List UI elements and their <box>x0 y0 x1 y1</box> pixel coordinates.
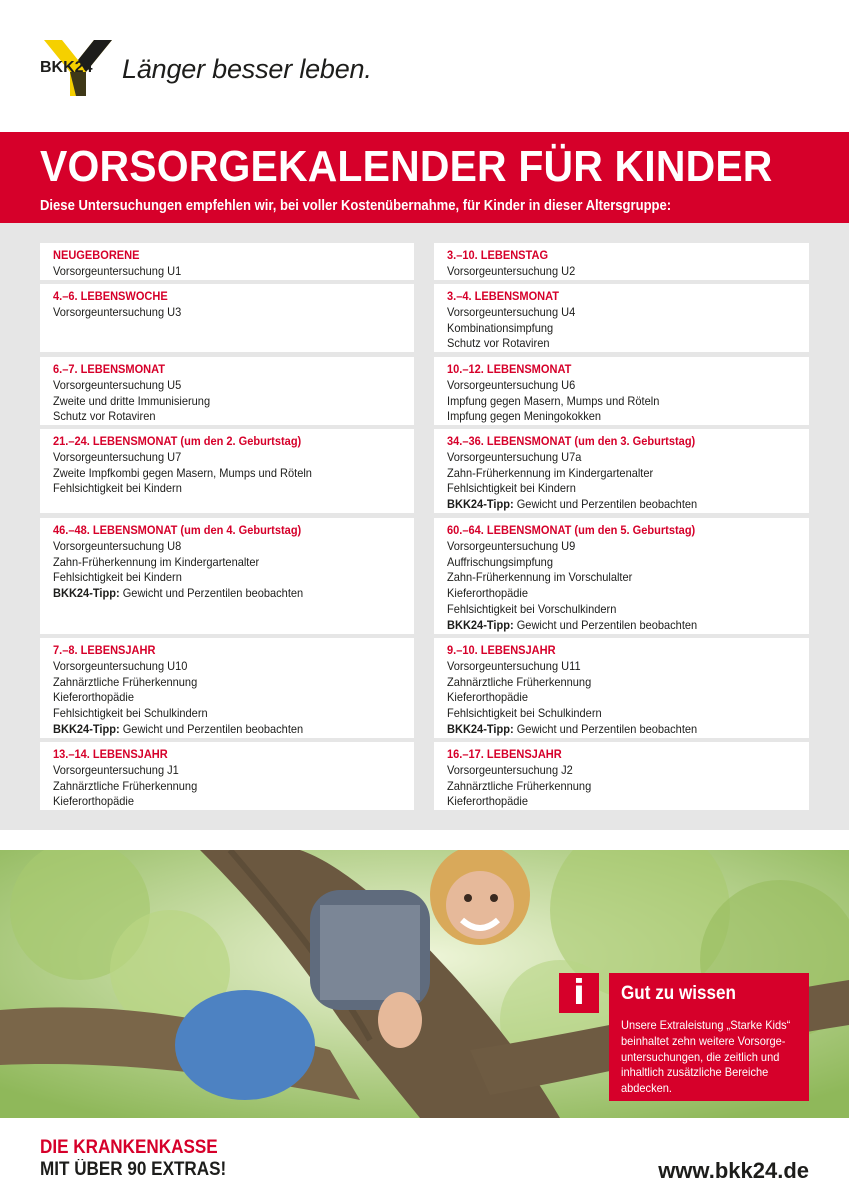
card-line: Zahn-Früherkennung im Kindergartenalter <box>447 465 654 480</box>
calendar-card <box>434 357 809 425</box>
card-line: Zahnärztliche Früherkennung <box>447 778 592 793</box>
card-title: 16.–17. LEBENSJAHR <box>447 747 562 761</box>
calendar-card <box>40 284 414 352</box>
card-line: Fehlsichtigkeit bei Vorschulkindern <box>447 601 617 616</box>
card-title: 10.–12. LEBENSMONAT <box>447 362 572 376</box>
card-line: Kombinationsimpfung <box>447 320 554 335</box>
tip-label: BKK24-Tipp: <box>53 586 120 601</box>
card-line: Schutz vor Rotaviren <box>447 336 550 351</box>
footer-tagline-2: MIT ÜBER 90 EXTRAS! <box>40 1159 227 1180</box>
card-line: Fehlsichtigkeit bei Kindern <box>53 481 182 496</box>
slogan: Länger besser leben. <box>122 54 372 84</box>
card-line: Zahnärztliche Früherkennung <box>53 674 198 689</box>
card-tip-line <box>447 497 780 513</box>
card-line: Vorsorgeuntersuchung U3 <box>53 304 182 319</box>
card-line: Zahn-Früherkennung im Kindergartenalter <box>53 554 260 569</box>
tip-label: BKK24-Tipp: <box>447 497 514 512</box>
card-title: 4.–6. LEBENSWOCHE <box>53 289 168 303</box>
card-title: 3.–10. LEBENSTAG <box>447 248 549 262</box>
info-title: Gut zu wissen <box>621 983 736 1004</box>
calendar-card <box>40 638 414 738</box>
card-line: Kieferorthopädie <box>447 586 529 601</box>
calendar-grid <box>0 223 849 830</box>
calendar-card <box>434 518 809 634</box>
logo-text: BKK24 <box>40 59 93 76</box>
card-line: Fehlsichtigkeit bei Schulkindern <box>447 706 602 721</box>
footer <box>0 1118 849 1200</box>
calendar-card <box>434 284 809 352</box>
tip-text: Gewicht und Perzentilen beobachten <box>513 721 698 736</box>
info-icon: i <box>559 973 599 1013</box>
card-line: Vorsorgeuntersuchung U2 <box>447 263 576 278</box>
tip-text: Gewicht und Perzentilen beobachten <box>119 721 304 736</box>
tip-label: BKK24-Tipp: <box>447 617 514 632</box>
card-line: Kieferorthopädie <box>53 690 135 705</box>
card-line: Vorsorgeuntersuchung U7 <box>53 449 182 464</box>
card-line: Kieferorthopädie <box>447 794 529 809</box>
card-line: Zweite Impfkombi gegen Masern, Mumps und Röteln <box>53 465 312 480</box>
card-line: Vorsorgeuntersuchung U11 <box>447 658 581 673</box>
calendar-card <box>434 638 809 738</box>
title-banner <box>0 132 849 223</box>
card-line: Vorsorgeuntersuchung U10 <box>53 658 188 673</box>
card-line: Zahn-Früherkennung im Vorschulalter <box>447 570 633 585</box>
card-line: Vorsorgeuntersuchung U6 <box>447 377 576 392</box>
calendar-card <box>40 429 414 513</box>
card-line: Zweite und dritte Immunisierung <box>53 393 211 408</box>
card-line: Fehlsichtigkeit bei Kindern <box>447 481 576 496</box>
calendar-card <box>434 742 809 810</box>
header <box>0 0 849 132</box>
card-line: Vorsorgeuntersuchung U1 <box>53 263 182 278</box>
tip-label: BKK24-Tipp: <box>53 721 120 736</box>
card-line: Kieferorthopädie <box>447 690 529 705</box>
card-title: 9.–10. LEBENSJAHR <box>447 643 556 657</box>
calendar-card <box>40 518 414 634</box>
card-title: 60.–64. LEBENSMONAT (um den 5. Geburtstag) <box>447 523 696 537</box>
card-line: Vorsorgeuntersuchung J1 <box>53 762 179 777</box>
card-line: Fehlsichtigkeit bei Schulkindern <box>53 706 208 721</box>
tip-text: Gewicht und Perzentilen beobachten <box>119 586 304 601</box>
card-line: Zahnärztliche Früherkennung <box>447 674 592 689</box>
tip-text: Gewicht und Perzentilen beobachten <box>513 617 698 632</box>
calendar-card <box>434 429 809 513</box>
card-line: Impfung gegen Masern, Mumps und Röteln <box>447 393 660 408</box>
page-title: VORSORGEKALENDER FÜR KINDER <box>40 142 773 191</box>
calendar-card <box>40 357 414 425</box>
card-title: 21.–24. LEBENSMONAT (um den 2. Geburtstag) <box>53 434 302 448</box>
footer-tagline-1: DIE KRANKENKASSE <box>40 1137 218 1158</box>
card-line: Vorsorgeuntersuchung U4 <box>447 304 576 319</box>
card-line: Vorsorgeuntersuchung U9 <box>447 538 576 553</box>
info-box <box>609 973 809 1101</box>
card-title: 46.–48. LEBENSMONAT (um den 4. Geburtstag) <box>53 523 302 537</box>
card-title: 6.–7. LEBENSMONAT <box>53 362 166 376</box>
card-title: 13.–14. LEBENSJAHR <box>53 747 168 761</box>
card-line: Schutz vor Rotaviren <box>53 409 156 424</box>
tip-text: Gewicht und Perzentilen beobachten <box>513 497 698 512</box>
card-line: Fehlsichtigkeit bei Kindern <box>53 570 182 585</box>
card-title: NEUGEBORENE <box>53 248 140 262</box>
page-subtitle: Diese Untersuchungen empfehlen wir, bei voller Kostenübernahme, für Kinder in dieser Altersgruppe: <box>40 198 672 214</box>
card-line: Vorsorgeuntersuchung U7a <box>447 449 582 464</box>
card-tip-line <box>447 618 780 634</box>
card-tip-line <box>53 586 385 602</box>
calendar-card <box>40 742 414 810</box>
card-title: 7.–8. LEBENSJAHR <box>53 643 156 657</box>
card-line: Zahnärztliche Früherkennung <box>53 778 198 793</box>
bkk24-logo[interactable] <box>38 38 372 100</box>
calendar-card <box>40 243 414 280</box>
card-title: 3.–4. LEBENSMONAT <box>447 289 560 303</box>
card-line: Auffrischungsimpfung <box>447 554 553 569</box>
card-line: Vorsorgeuntersuchung J2 <box>447 762 573 777</box>
card-line: Impfung gegen Meningokokken <box>447 409 602 424</box>
card-tip-line <box>447 722 780 738</box>
calendar-card <box>434 243 809 280</box>
card-line: Vorsorgeuntersuchung U8 <box>53 538 182 553</box>
tip-label: BKK24-Tipp: <box>447 721 514 736</box>
website-link[interactable]: www.bkk24.de <box>658 1158 809 1183</box>
card-tip-line <box>53 722 385 738</box>
info-body: Unsere Extraleistung „Starke Kids“ beinhaltet zehn weitere Vorsorge-untersuchungen, die zeitlich und inhaltlich zusätzliche Bereiche abdecken. <box>621 1018 791 1096</box>
card-title: 34.–36. LEBENSMONAT (um den 3. Geburtstag) <box>447 434 696 448</box>
bkk24-logo-mark <box>38 38 120 98</box>
card-line: Kieferorthopädie <box>53 794 135 809</box>
card-line: Vorsorgeuntersuchung U5 <box>53 377 182 392</box>
